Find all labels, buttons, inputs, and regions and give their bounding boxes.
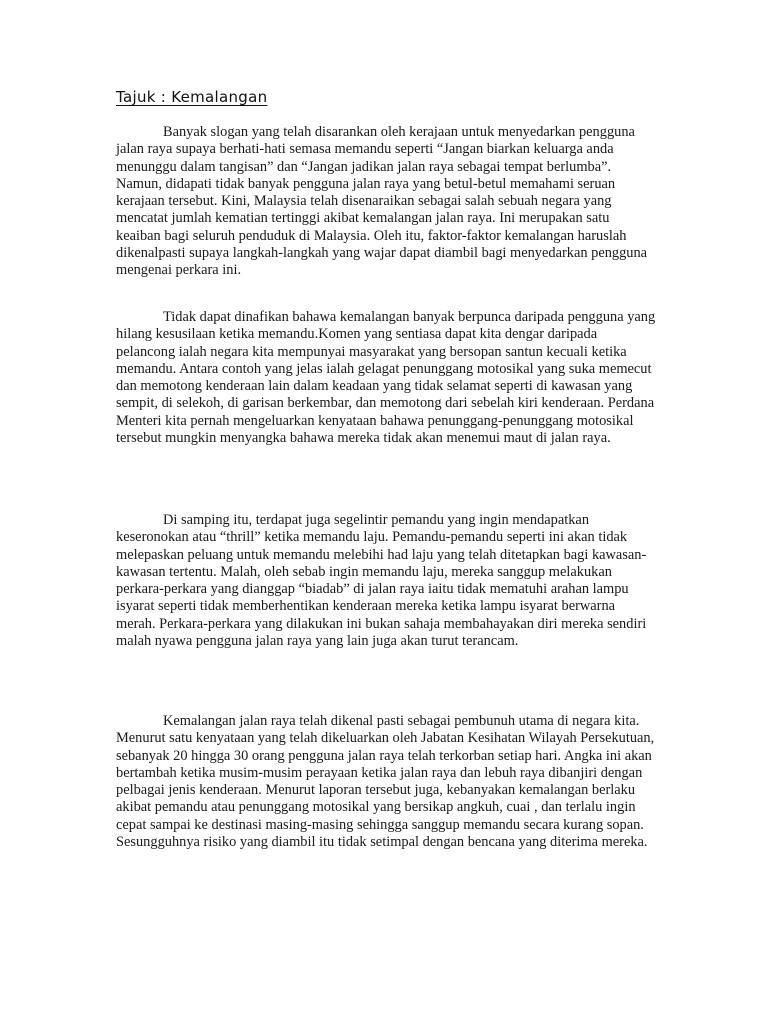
paragraph-3: Di samping itu, terdapat juga segelintir pemandu yang ingin mendapatkan keseronokan atau “thrill” ketika memandu laju. Pemandu-pemandu seperti ini akan tidak melepaskan peluang untuk memandu melebihi had laju yang telah ditetapkan bagi kawasan-kawasan tertentu. Malah, oleh sebab ingin memandu laju, mereka sanggup melakukan perkara-perkara yang dianggap “biadab” di jalan raya iaitu tidak mematuhi arahan lampu isyarat seperti tidak memberhentikan kenderaan mereka ketika lampu isyarat berwarna merah. Perkara-perkara yang dilakukan ini bukan sahaja membahayakan diri mereka sendiri malah nyawa pengguna jalan raya yang lain juga akan turut terancam.: [116, 512, 647, 650]
paragraph-1: Banyak slogan yang telah disarankan oleh kerajaan untuk menyedarkan pengguna jalan raya supaya berhati-hati semasa memandu seperti “Jangan biarkan keluarga anda menunggu dalam tangisan” dan “Jangan jadikan jalan raya sebagai tempat berlumba”. Namun, didapati tidak banyak pengguna jalan raya yang betul-betul memahami seruan kerajaan tersebut. Kini, Malaysia telah disenaraikan sebagai salah sebuah negara yang mencatat jumlah kematian tertinggi akibat kemalangan jalan raya. Ini merupakan satu keaiban bagi seluruh penduduk di Malaysia. Oleh itu, faktor-faktor kemalangan haruslah dikenalpasti supaya langkah-langkah yang wajar dapat diambil bagi menyedarkan pengguna mengenai perkara ini.: [116, 124, 648, 279]
paragraph-2: Tidak dapat dinafikan bahawa kemalangan banyak berpunca daripada pengguna yang hilang kesusilaan ketika memandu.Komen yang sentiasa dapat kita dengar daripada pelancong ialah negara kita mempunyai masyarakat yang bersopan santun kecuali ketika memandu. Antara contoh yang jelas ialah gelagat penunggang motosikal yang suka memecut dan memotong kenderaan lain dalam keadaan yang tidak selamat seperti di kawasan yang sempit, di selekoh, di garisan berkembar, dan memotong dari sebelah kiri kenderaan. Perdana Menteri kita pernah mengeluarkan kenyataan bahawa penunggang-penunggang motosikal tersebut mungkin menyangka bahawa mereka tidak akan menemui maut di jalan raya.: [116, 309, 656, 447]
document-title: Tajuk : Kemalangan: [116, 88, 268, 106]
paragraph-4: Kemalangan jalan raya telah dikenal pasti sebagai pembunuh utama di negara kita. Menurut satu kenyataan yang telah dikeluarkan oleh Jabatan Kesihatan Wilayah Persekutuan, sebanyak 20 hingga 30 orang pengguna jalan raya telah terkorban setiap hari. Angka ini akan bertambah ketika musim-musim perayaan ketika jalan raya dan lebuh raya dibanjiri dengan pelbagai jenis kenderaan. Menurut laporan tersebut juga, kebanyakan kemalangan berlaku akibat pemandu atau penunggang motosikal yang bersikap angkuh, cuai , dan terlalu ingin cepat sampai ke destinasi masing-masing sehingga sanggup memandu secara kurang sopan. Sesungguhnya risiko yang diambil itu tidak setimpal dengan bencana yang diterima mereka.: [116, 713, 655, 851]
